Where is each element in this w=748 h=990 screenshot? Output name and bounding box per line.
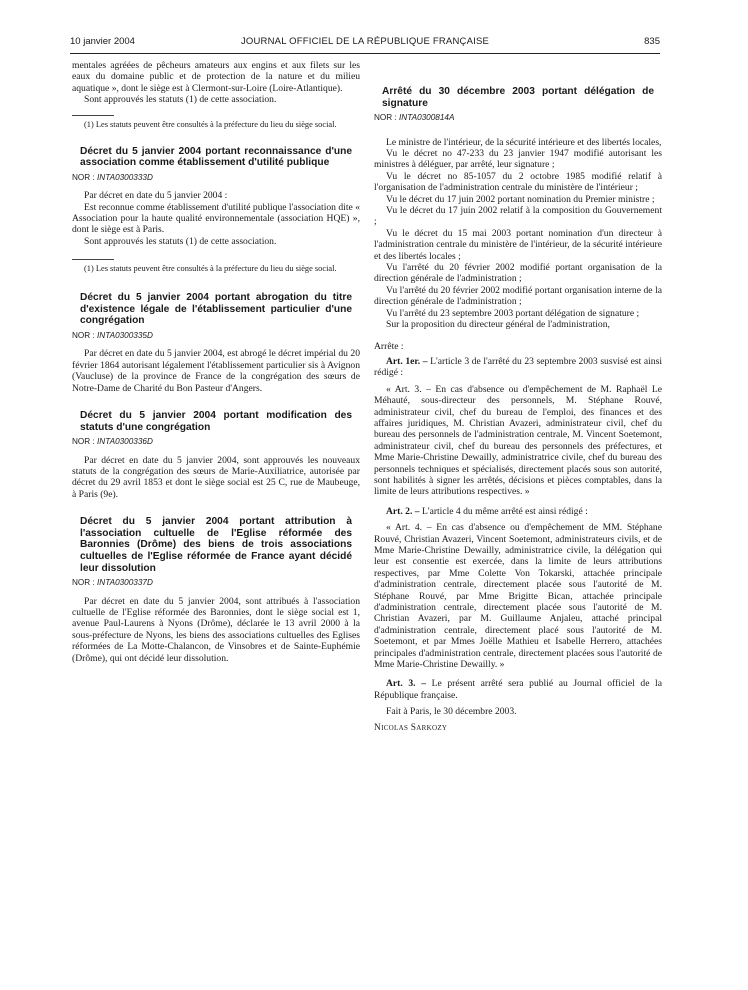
article-2-quote: « Art. 4. – En cas d'absence ou d'empêchement de MM. Stéphane Rouvé, Christian Avazeri, Vincent Soetemont, administrateurs civils, et de Mme Marie-Christine Dewailly, administratrice civile, la délégation qui leur est consentie est exercée, dans la limite de leurs attributions respectives, par Mme Colette Von Tokarski, attachée principale d'administration centrale, directement placée sous l'autorité de M. Stéphane Rouvé, par Mme Brigitte Bican, attachée principale d'administration centrale, directement placée sous l'autorité de M. Christian Avazeri, par M. Guillaume Anjaleu, attaché principal d'administration centrale, directement placé sous l'autorité de M. Soetemont, et par Mmes Joëlle Mathieu et Isabelle Herrero, attachées principales d'administration centrale, directement placées sous l'autorité de Mme Marie-Christine Dewailly. »: [374, 522, 662, 671]
decree-title: Décret du 5 janvier 2004 portant attribution à l'association cultuelle de l'Eglise réformée des Baronnies (Drôme) des biens de trois associations cultuelles de l'Eglise réformée de France ayant décidé leur dissolution: [80, 516, 352, 574]
journal-title: JOURNAL OFFICIEL DE LA RÉPUBLIQUE FRANÇAISE: [240, 36, 490, 47]
article-2: Art. 2. – L'article 4 du même arrêté est ainsi rédigé :: [386, 505, 588, 517]
decree-title: Décret du 5 janvier 2004 portant modification des statuts d'une congrégation: [80, 410, 352, 433]
nor-reference: NOR : INTA0300336D: [72, 437, 153, 447]
continued-statuts: Sont approuvés les statuts (1) de cette association.: [84, 94, 277, 106]
visa-line: Sur la proposition du directeur général de l'administration,: [386, 319, 610, 331]
decree-title: Décret du 5 janvier 2004 portant reconnaissance d'une association comme établissement d'utilité publique: [80, 145, 352, 169]
done-at: Fait à Paris, le 30 décembre 2003.: [386, 706, 517, 718]
visa-line: Vu le décret no 85-1057 du 2 octobre 1985 modifié relatif à l'organisation de l'administration centrale du ministère de l'intérieur ;: [374, 170, 662, 194]
visa-line: Vu l'arrêté du 20 février 2002 modifié portant organisation de la direction générale de l'administration ;: [374, 262, 662, 285]
visa-line: Vu le décret du 17 juin 2002 relatif à la composition du Gouvernement ;: [374, 205, 662, 228]
nor-reference: NOR : INTA0300333D: [72, 172, 153, 182]
visa-line: Le ministre de l'intérieur, de la sécurité intérieure et des libertés locales,: [386, 136, 662, 148]
arrete-title: Arrêté du 30 décembre 2003 portant délégation de signature: [382, 86, 654, 109]
footnote: (1) Les statuts peuvent être consultés à la préfecture du lieu du siège social.: [84, 264, 337, 274]
footnote-rule: [72, 259, 114, 260]
page-header: [70, 36, 660, 50]
right-column: [374, 60, 662, 734]
nor-reference: NOR : INTA0300335D: [72, 331, 153, 341]
decree-paragraph: Par décret en date du 5 janvier 2004, sont attribués à l'association cultuelle de l'Eglise réformée des Baronnies, dont le siège social est 1, avenue Paul-Laurens à Nyons (Drôme), déclarée le 13 avril 2000 à la sous-préfecture de Nyons, les biens des associations cultuelles des Eglises réformées de La Motte-Chalancon, de Vinsobres et de Sainte-Euphémie (Drôme), qui ont décidé leur dissolution.: [72, 595, 360, 664]
footnote: (1) Les statuts peuvent être consultés à la préfecture du lieu du siège social.: [84, 119, 337, 129]
decree-paragraph: Par décret en date du 5 janvier 2004, est abrogé le décret impérial du 20 février 1864 autorisant légalement l'établissement particulier sis à Avignon (Vaucluse) de la province de France de la congrégation des sœurs de Notre-Dame de Charité du Bon Pasteur d'Angers.: [72, 348, 360, 394]
article-3: Art. 3. – Le présent arrêté sera publié au Journal officiel de la République française.: [374, 678, 662, 701]
footnote-rule: [72, 115, 114, 116]
issue-date: 10 janvier 2004: [70, 36, 135, 47]
decree-paragraph: Sont approuvés les statuts (1) de cette association.: [84, 235, 277, 247]
visas-list: [374, 137, 662, 331]
decree-title: Décret du 5 janvier 2004 portant abrogation du titre d'existence légale de l'établissement particulier d'une congrégation: [80, 292, 352, 327]
decree-paragraph: Par décret en date du 5 janvier 2004 :: [84, 190, 228, 202]
decree-paragraph: Est reconnue comme établissement d'utilité publique l'association dite « Association pour la haute qualité environnementale (association HQE) », dont le siège est à Paris.: [72, 201, 360, 236]
article-1-quote: « Art. 3. – En cas d'absence ou d'empêchement de M. Raphaël Le Méhauté, sous-directeur des personnels, M. Stéphane Rouvé, administrateur civil, chef du bureau de l'emploi, des finances et des affaires juridiques, M. Christian Avazeri, administrateur civil, chef du bureau des personnels de l'administration centrale, M. Vincent Soetemont, administrateur civil, chef du bureau des personnels des préfectures, et Mme Marie-Christine Dewailly, administratrice civile, chef du bureau des personnels techniques et spécialisés, directement placés sous son autorité, sont habilités à signer les arrêtés, décisions et pièces comptables, dans la limite de leurs attributions respectives. »: [374, 383, 662, 498]
visa-line: Vu le décret du 17 juin 2002 portant nomination du Premier ministre ;: [386, 193, 655, 205]
visa-line: Vu l'arrêté du 23 septembre 2003 portant délégation de signature ;: [386, 307, 640, 319]
nor-reference: NOR : INTA0300814A: [374, 113, 455, 123]
page-number: 835: [644, 36, 660, 47]
article-1: Art. 1er. – L'article 3 de l'arrêté du 23 septembre 2003 susvisé est ainsi rédigé :: [374, 355, 662, 379]
left-column: [72, 60, 360, 664]
header-rule: [70, 53, 660, 54]
continued-paragraph: mentales agréées de pêcheurs amateurs aux engins et aux filets sur les eaux du domaine public et de protection de la nature et du milieu aquatique », dont le siège est à Clermont-sur-Loire (Loire-Atlantique).: [72, 60, 360, 94]
visa-line: Vu l'arrêté du 20 février 2002 modifié portant organisation interne de la direction générale de l'administration ;: [374, 284, 662, 308]
visa-line: Vu le décret du 15 mai 2003 portant nomination d'un directeur à l'administration centrale du ministère de l'intérieur, de la sécurité intérieure et des libertés locales ;: [374, 227, 662, 262]
nor-reference: NOR : INTA0300337D: [72, 578, 153, 588]
visa-line: Vu le décret no 47-233 du 23 janvier 1947 modifié autorisant les ministres à déléguer, par arrêté, leur signature ;: [374, 148, 662, 171]
arrete-word: Arrête :: [374, 340, 404, 352]
decree-paragraph: Par décret en date du 5 janvier 2004, sont approuvés les nouveaux statuts de la congrégation des sœurs de Marie-Auxiliatrice, autorisée par décret du 29 avril 1853 et dont le siège social est 25 C, rue de Maubeuge, à Paris (9e).: [72, 454, 360, 500]
signature: Nicolas Sarkozy: [374, 722, 448, 733]
